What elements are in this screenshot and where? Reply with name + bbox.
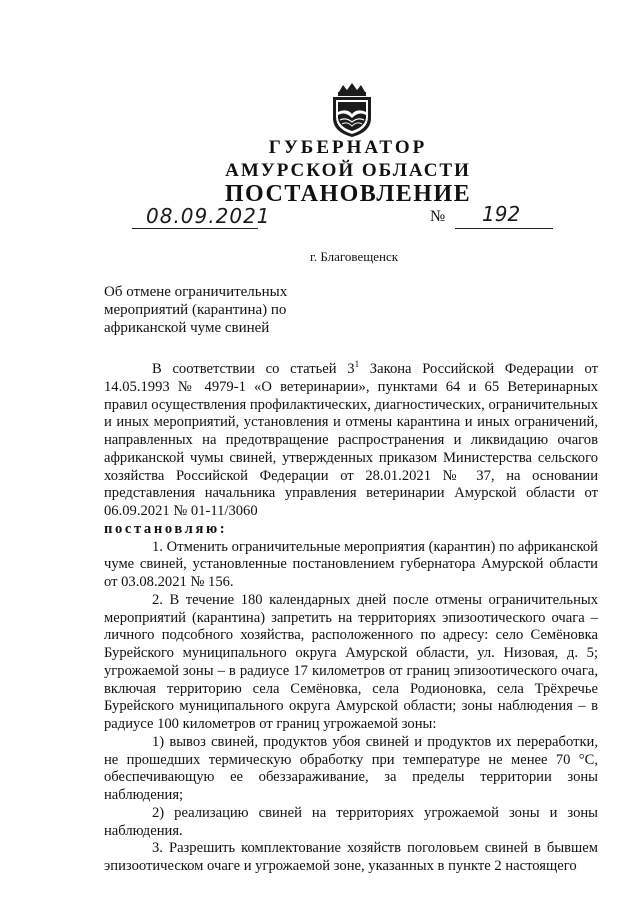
coat-of-arms-icon [327, 82, 377, 138]
decree-word: постановляю: [104, 520, 228, 537]
title-line-1: Об отмене ограничительных [104, 284, 288, 300]
item-1: 1. Отменить ограничительные мероприятия (карантин) по африканской чуме свиней, установленные постановлением губернатора Амурской области от 03.08.2021 № 156. [104, 538, 598, 590]
document-body [104, 361, 598, 876]
header-decree: ПОСТАНОВЛЕНИЕ [224, 181, 472, 207]
preamble-part-b: Закона Российской Федерации от 14.05.1993 № 4979-1 «О ветеринарии», пунктами 64 и 65 Ветеринарных правил осуществления профилактических, диагностических, ограничительных и иных мероприятий, установления и отмены карантина и иных ограничений, направленных на предотвращение распространения и ликвидацию очагов африканской чумы свиней, утвержденных приказом Министерства сельского хозяйства Российской Федерации от 28.01.2021 № 37, на основании представления начальника управления ветеринарии Амурской области от 06.09.2021 № 01-11/3060 [104, 361, 599, 519]
preamble-part-a: В соответствии со статьей 3 [152, 361, 355, 377]
number-label: № [430, 208, 446, 225]
date-underline [132, 228, 258, 229]
header-governor: ГУБЕРНАТОР [268, 137, 428, 158]
city: г. Благовещенск [310, 249, 399, 264]
item-2: 2. В течение 180 календарных дней после отмены ограничительных мероприятий (карантина) запретить на территориях эпизоотического очага – личного подсобного хозяйства, расположенного по адресу: село Семёновка Бурейского муниципального округа Амурской области, ул. Низовая, д. 5; угрожаемой зоны – в радиусе 17 километров от границ эпизоотического очага, включая территорию села Семёновка, села Родионовка, села Трёхречье Бурейского муниципального округа Амурской области; зоны наблюдения – в радиусе 100 километров от границ угрожаемой зоны: [104, 591, 598, 732]
document-number: 192 [482, 202, 521, 226]
title-line-3: африканской чуме свиней [104, 320, 270, 336]
number-underline [455, 228, 553, 229]
document-title [104, 283, 324, 337]
preamble-superscript: 1 [354, 359, 360, 370]
title-line-2: мероприятий (карантина) по [104, 302, 287, 318]
preamble-paragraph [104, 361, 598, 521]
item-2-sub-1: 1) вывоз свиней, продуктов убоя свиней и продуктов их переработки, не прошедших термическую обработку при температуре не менее 70 °С, обеспечивающую ее обеззараживание, за пределы территории зоны наблюдения; [104, 733, 598, 803]
document-date: 08.09.2021 [146, 204, 271, 228]
header-region: АМУРСКОЙ ОБЛАСТИ [225, 160, 471, 181]
item-3: 3. Разрешить комплектование хозяйств поголовьем свиней в бывшем эпизоотическом очаге и угрожаемой зоне, указанных в пункте 2 настоящего [104, 840, 598, 874]
item-2-sub-2: 2) реализацию свиней на территориях угрожаемой зоны и зоны наблюдения. [104, 804, 598, 839]
